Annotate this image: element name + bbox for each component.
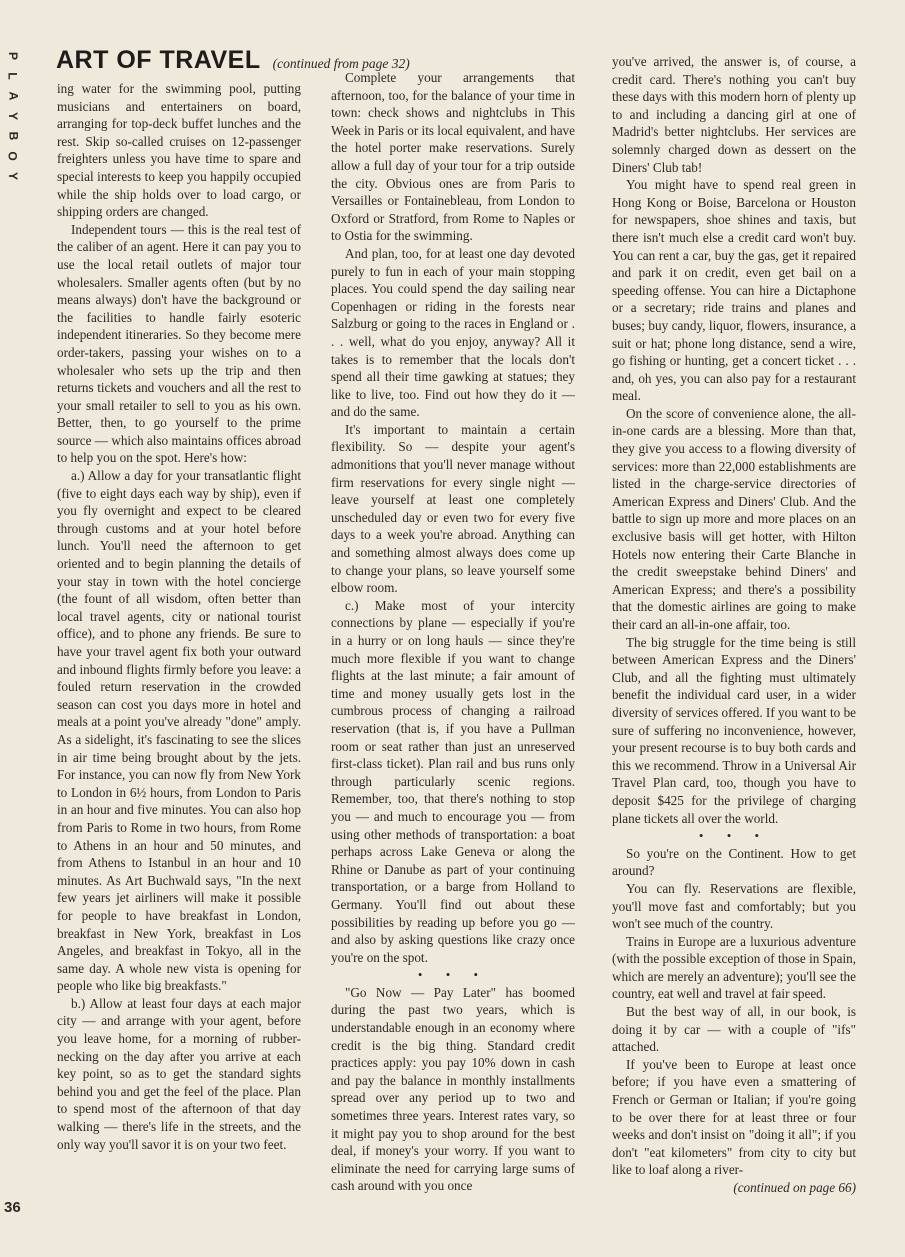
- spine-letter: L: [6, 72, 20, 80]
- spine-letter: P: [5, 51, 20, 61]
- text-column-2: [331, 69, 575, 1195]
- paragraph: And plan, too, for at least one day devoted purely to fun in each of your main stopping places. You could spend the day sailing near Copenhagen or riding in the forests near Salzburg or going to the races in England or . . . well, what do you enjoy, anyway? All it takes is to remember that the locals don't spend all their time gawking at statues; they like to live, too. Find out how they do it — and do the same.: [331, 245, 575, 420]
- paragraph: On the score of convenience alone, the all-in-one cards are a blessing. More than that, they give you access to a flowing diversity of services: more than 22,000 establishments are listed in the charge-service directories of American Express and Diners' Club. And the battle to sign up more and more places on an exclusive basis will get hotter, with Hilton Hotels now entering their Carte Blanche in the credit sweepstake behind Diners' and American Express; and there's a possibility that the domestic airlines are going to make their card an all-in-one affair, too.: [612, 405, 856, 632]
- section-break-dots: • • •: [698, 828, 770, 844]
- paragraph: You might have to spend real green in Hong Kong or Boise, Barcelona or Houston for newspapers, shoe shines and taxis, but there isn't much else a credit card won't buy. You can rent a car, buy the gas, get it repaired and park it on credit, even get bail on a speeding offense. You can hire a Dictaphone or a secretary; ride trains and planes and buses; buy candy, liquor, flowers, insurance, a suit or hat; phone long distance, send a wire, go fishing or hunting, get a concert ticket . . . and, oh yes, you can also pay for a restaurant meal.: [612, 177, 856, 404]
- section-title: ART OF TRAVEL: [56, 46, 261, 74]
- spine-letter: O: [6, 151, 20, 161]
- paragraph: c.) Make most of your intercity connections by plane — especially if you're in a hurry or on long hauls — since they're much more flexible if you want to change flights at the last minute; a fair amount of time and money usually gets lost in the cumbrous process of changing a railroad reservation (that is, if you have a Pullman room or seat rather than just an unreserved first-class ticket). Plan rail and bus runs only through particularly scenic regions. Remember, too, that there's nothing to stop you — and much to encourage you — from using other methods of transportation: a boat perhaps across Lake Geneva or along the Rhine or Danube as part of your continuing transportation, or a barge from Holland to Germany. You'll find out about these possibilities by reading up before you go — and also by asking questions like crazy once you're on the spot.: [331, 597, 575, 965]
- paragraph: It's important to maintain a certain flexibility. So — despite your agent's admonitions that you'll never manage without firm reservations for every single night — leave yourself at least one completely unscheduled day or even two for every five days to a week you're abroad. Anything can and something almost always does come up to change your plans, so leave yourself some elbow room.: [331, 421, 575, 596]
- continued-from-note: (continued from page 32): [272, 56, 410, 71]
- paragraph: If you've been to Europe at least once before; if you have even a smattering of French or German or Italian; if you're going to be over there for at least three or four weeks and don't insist on "doing it all"; if you don't "eat kilometers" from city to city but like to loaf along a river-: [612, 1056, 856, 1178]
- section-break-dots: • • •: [417, 967, 489, 983]
- paragraph: The big struggle for the time being is still between American Express and the Diners' Club, and all the fighting must ultimately benefit the individual card user, in a wider diversity of services offered. If you want to be sure of suffering no inconvenience, however, your present recourse is to buy both cards and this we recommend. Throw in a Universal Air Travel Plan card, too, though you have to deposit $425 for the privilege of charging plane tickets all over the world.: [612, 634, 857, 826]
- page-number: 36: [4, 1199, 21, 1216]
- paragraph: ing water for the swimming pool, putting musicians and entertainers on board, arranging for top-deck buffet lunches and the rest. Skip so-called cruises on 12-passenger freighters unless you have time to spare and special interests to keep you happily occupied while the ship holds over to load cargo, or shipping orders are changed.: [57, 81, 301, 220]
- spine-letter: A: [5, 91, 20, 101]
- paragraph: But the best way of all, in our book, is doing it by car — with a couple of "ifs" attached.: [612, 1004, 856, 1055]
- text-column-3: [612, 53, 856, 1197]
- paragraph: Independent tours — this is the real test of the caliber of an agent. Here it can pay you to use the local retail outlets of major tour wholesalers. Smaller agents often (but by no means always) don't have the background or the facilities to handle fairly esoteric independent itineraries. So they become mere order-takers, passing your wishes on to a wholesaler who sets up the trip and then returns tickets and vouchers and all the rest to your small retailer to sell to you as his own. Better, then, to go yourself to the prime source — which also maintains offices abroad to help you on the spot. Here's how:: [57, 221, 301, 466]
- paragraph: Complete your arrangements that afternoon, too, for the balance of your time in town: check shows and nightclubs in This Week in Paris or its local equivalent, and have the hotel porter make reservations. Surely allow a full day of your tour for a trip outside the city. Obvious ones are from Paris to Versailles or Fontainebleau, from London to Oxford or Stratford, from Rome to Naples or to Ostia for the swimming.: [331, 70, 575, 244]
- paragraph: You can fly. Reservations are flexible, you'll move fast and comfortably; but you won't see much of the country.: [612, 880, 856, 932]
- paragraph: you've arrived, the answer is, of course, a credit card. There's nothing you can't buy these days with this modern horn of plenty up to and including a dancing girl at one of Madrid's better nightclubs. Her services are solemnly charged down as dessert on the Diners' Club tab!: [612, 54, 856, 175]
- spine-letter: Y: [5, 111, 20, 121]
- spine-magazine-name: [4, 46, 22, 186]
- paragraph: Trains in Europe are a luxurious adventure (with the possible exception of those in Spain, which are merely an adventure); you'll see the country, eat well and travel at fair speed.: [612, 933, 856, 1002]
- paragraph: "Go Now — Pay Later" has boomed during the past two years, which is understandable enough in an economy where credit is the big thing. Standard credit practices apply: you pay 10% down in cash and pay the balance in monthly installments spread over any period up to two and sometimes three years. Interest rates vary, so it might pay you to shop around for the best deal, if money's your worry. If you want to eliminate the need for carrying large sums of cash around with you once: [331, 984, 575, 1194]
- spine-letter: B: [5, 131, 20, 141]
- paragraph: a.) Allow a day for your transatlantic flight (five to eight days each way by ship), even if you fly overnight and expect to be cleared through customs and at your hotel before lunch. You'll need the afternoon to get oriented and to begin planning the details of your stay in town with the hotel concierge (the fount of all wisdom, often better than local travel agents, city or national tourist office), and to phone any friends. Be sure to have your travel agent fix both your outward and inbound flights firmly before you leave: a fouled return reservation in the crowded season can cost you days more in hotel and meals at a point you've already "done" amply. As a sidelight, it's fascinating to see the slices in air time being brought about by the jets. For instance, you can now fly from New York to London in 6½ hours, from London to Paris in an hour and five minutes. You can also hop from Paris to Rome in two hours, from Rome to Athens in an hour and 50 minutes, and from Athens to Istanbul in an hour and 10 minutes. As Art Buchwald says, "In the next few years jet airliners will make it possible for people to have breakfast in London, breakfast in New York, breakfast in Los Angeles, and breakfast in Tokyo, all in the same day. A whole new vista is opening for people who like big breakfasts.": [57, 468, 301, 994]
- spine-letter: Y: [5, 171, 20, 181]
- continued-on-note: (continued on page 66): [733, 1180, 856, 1195]
- text-column-1: [57, 80, 301, 1153]
- paragraph: b.) Allow at least four days at each major city — and arrange with your agent, before you leave home, for a morning of rubber-necking on the day after you arrive at each key point, so as to get the standard sights behind you and get the feel of the place. Plan to spend most of the afternoon of that day walking — there's life in the streets, and the only way you'll savor it is on your two feet.: [57, 995, 301, 1152]
- paragraph: So you're on the Continent. How to get around?: [612, 845, 856, 879]
